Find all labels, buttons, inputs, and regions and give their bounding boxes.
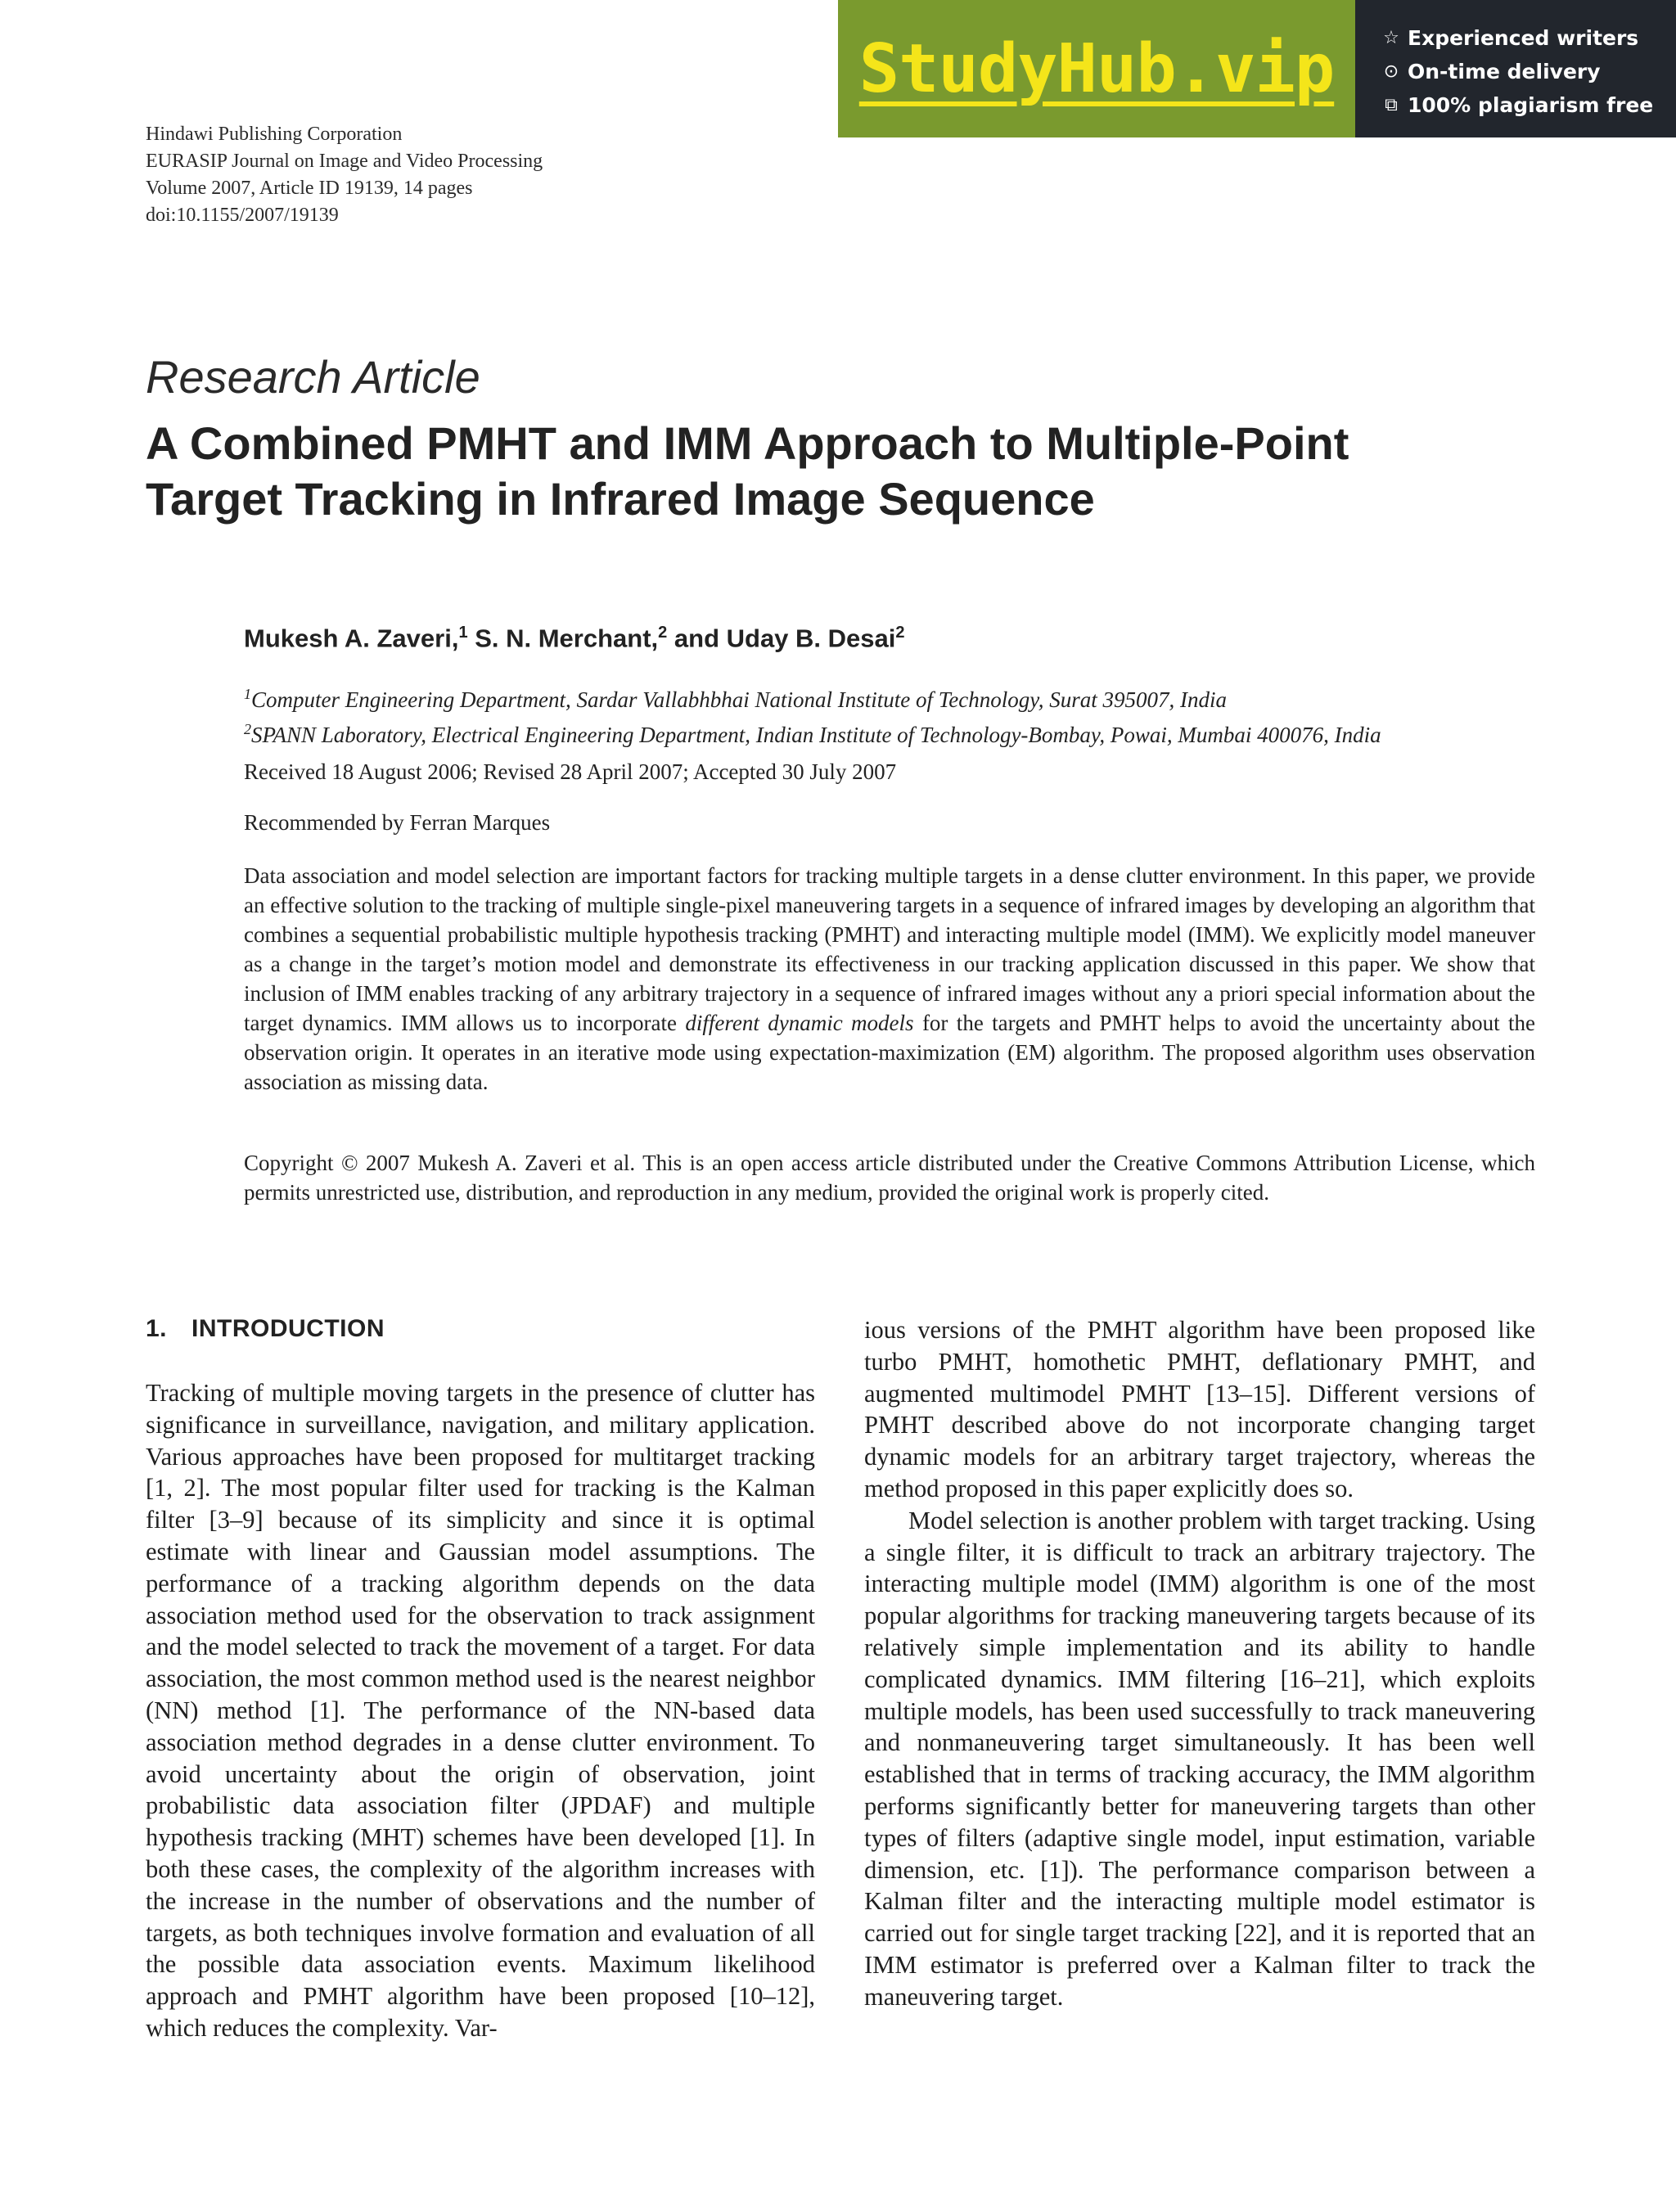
- feature-experienced-writers: [1380, 21, 1676, 55]
- volume-info: Volume 2007, Article ID 19139, 14 pages: [146, 178, 473, 199]
- author-name: Mukesh A. Zaveri,: [244, 624, 459, 653]
- paragraph: Tracking of multiple moving targets in the presence of clutter has significance in surveillance, navigation, and military application. Various approaches have been proposed for multitarget tracking [1, 2]. The most popular filter used for tracking is the Kalman filter [3–9] because of its simplicity and since it is optimal estimate with linear and Gaussian model assumptions. The performance of a tracking algorithm depends on the data association method used for the observation to track assignment and the model selected to track the movement of a target. For data association, the most common method used is the nearest neighbor (NN) method [1]. The performance of the NN-based data association method degrades in a dense clutter environment. To avoid uncertainty about the origin of observation, joint probabilistic data association filter (JPDAF) and multiple hypothesis tracking (MHT) schemes have been developed [1]. In both these cases, the complexity of the algorithm increases with the increase in the number of observations and the number of targets, as both techniques involve formation and evaluation of all the possible data association events. Maximum likelihood approach and PMHT algorithm have been proposed [10–12], which reduces the complexity. Var-: [146, 1379, 815, 2042]
- recommended-by: Recommended by Ferran Marques: [244, 810, 551, 835]
- feature-label: On-time delivery: [1408, 60, 1601, 83]
- copyright-notice: Copyright © 2007 Mukesh A. Zaveri et al. This is an open access article distributed under the Creative Commons Attribution License, which permits unrestricted use, distribution, and reproduction in any medium, provided the original work is properly cited.: [244, 1151, 1535, 1205]
- submission-dates: Received 18 August 2006; Revised 28 April 2007; Accepted 30 July 2007: [244, 759, 897, 784]
- journal-header: [146, 121, 543, 229]
- title-line-2: Target Tracking in Infrared Image Sequence: [146, 473, 1095, 525]
- brand-logo[interactable]: [838, 0, 1355, 137]
- journal-name: EURASIP Journal on Image and Video Processing: [146, 151, 543, 172]
- feature-on-time-delivery: [1380, 55, 1676, 88]
- affiliation-item: $^2$SPANN Laboratory, Electrical Engineering Department, Indian Institute of Technology-Bombay, Powai, Mumbai 400076, India: [244, 721, 1381, 747]
- author-affil-sup: 1: [458, 624, 468, 642]
- copy-check-icon: ⧉: [1385, 95, 1398, 115]
- author-affil-sup: 2: [658, 624, 668, 642]
- feature-plagiarism-free: [1380, 88, 1676, 122]
- paper-title: [146, 416, 1602, 527]
- feature-label: 100% plagiarism free: [1408, 93, 1654, 117]
- doi: doi:10.1155/2007/19139: [146, 205, 339, 226]
- article-type: Research Article: [146, 351, 480, 403]
- abstract-emphasis: different dynamic models: [685, 1011, 914, 1035]
- feature-label: Experienced writers: [1408, 26, 1639, 50]
- paragraph: ious versions of the PMHT algorithm have been proposed like turbo PMHT, homothetic PMHT, deflationary PMHT, and augmented multimodel PMHT [13–15]. Different versions of PMHT described above do not incorporate changing target dynamic models for an arbitrary target trajectory, whereas the method proposed in this paper explicitly does so.: [864, 1316, 1535, 1502]
- banner-features: [1355, 0, 1676, 137]
- brand-logo-text: StudyHub.vip: [858, 29, 1335, 108]
- section-number: 1.: [146, 1315, 168, 1342]
- affiliation-item: $^1$Computer Engineering Department, Sardar Vallabhbhai National Institute of Technology, Surat 395007, India: [244, 686, 1227, 712]
- author-name: and Uday B. Desai: [674, 624, 896, 653]
- section-heading-introduction: [146, 1315, 385, 1343]
- affiliations: [244, 679, 1553, 750]
- abstract: Data association and model selection are important factors for tracking multiple targets in a dense clutter environment. In this paper, we provide an effective solution to the tracking of multiple single-pixel maneuvering targets in a sequence of infrared images by developing an algorithm that combines a sequential probabilistic multiple hypothesis tracking (PMHT) and interacting multiple model (IMM). We explicitly model maneuver as a change in the target’s motion model and demonstrate its effectiveness in our tracking application discussed in this paper. We show that inclusion of IMM enables tracking of any arbitrary trajectory in a sequence of infrared images without any a priori special information about the target dynamics. IMM allows us to incorporate different dynamic models for the targets and PMHT helps to avoid the uncertainty about the observation origin. It operates in an iterative mode using expectation-maximization (EM) algorithm. The proposed algorithm uses observation association as missing data.: [244, 863, 1536, 1094]
- clock-icon: ⊙: [1383, 61, 1399, 82]
- author-affil-sup: 2: [895, 624, 905, 642]
- star-icon: ☆: [1383, 28, 1399, 48]
- studyhub-banner[interactable]: [838, 0, 1676, 137]
- author-name: S. N. Merchant,: [475, 624, 659, 653]
- section-title: INTRODUCTION: [191, 1315, 385, 1342]
- body-column-right: [864, 1314, 1535, 2013]
- paragraph: Model selection is another problem with target tracking. Using a single filter, it is difficult to track an arbitrary trajectory. The interacting multiple model (IMM) algorithm is one of the most popular algorithms for tracking maneuvering targets because of its relatively simple implementation and its ability to handle complicated dynamics. IMM filtering [16–21], which exploits multiple models, has been used successfully to track maneuvering and nonmaneuvering target simultaneously. It has been well established that in terms of tracking accuracy, the IMM algorithm performs significantly better for maneuvering targets than other types of filters (adaptive single model, input estimation, variable dimension, etc. [1]). The performance comparison between a Kalman filter and the interacting multiple model estimator is carried out for single target tracking [22], and it is reported that an IMM estimator is preferred over a Kalman filter to track the maneuvering target.: [864, 1506, 1535, 2011]
- publisher: Hindawi Publishing Corporation: [146, 124, 403, 145]
- title-line-1: A Combined PMHT and IMM Approach to Multiple-Point: [146, 417, 1349, 469]
- body-column-left: [146, 1377, 815, 2044]
- author-list: [244, 624, 905, 653]
